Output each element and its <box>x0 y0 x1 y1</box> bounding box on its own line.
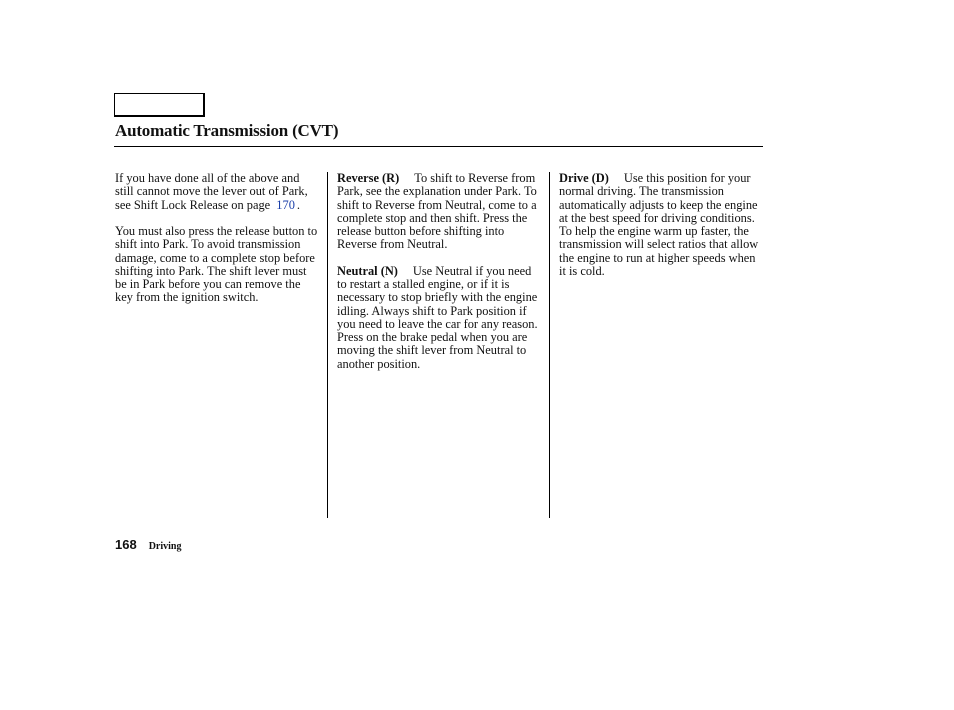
neutral-paragraph <box>337 265 543 371</box>
column-divider-2 <box>549 172 550 518</box>
page-title: Automatic Transmission (CVT) <box>115 121 339 140</box>
drive-paragraph <box>559 172 763 278</box>
page-170-link[interactable]: 170 <box>276 197 295 212</box>
neutral-heading: Neutral (N) <box>337 263 398 278</box>
column-divider-1 <box>327 172 328 518</box>
section-tab-box <box>114 93 205 117</box>
neutral-text: Use Neutral if you need to restart a stalled engine, or if it is necessary to stop briefly with the engine idling. Always shift to Park position if you need to leave the car for any reason. Press on the brake pedal when you are moving the shift lever from Neutral to another position. <box>337 263 538 371</box>
section-name: Driving <box>148 541 182 552</box>
column-3 <box>559 172 763 291</box>
drive-heading: Drive (D) <box>559 171 609 185</box>
shift-lock-paragraph <box>115 172 321 212</box>
page-footer <box>115 536 181 554</box>
drive-text: Use this position for your normal driving. The transmission automatically adjusts to keep the engine at the best speed for driving conditions. To help the engine warm up faster, the transmission will select ratios that allow the engine to run at higher speeds when it is cold. <box>559 171 759 278</box>
shift-lock-text: If you have done all of the above and still cannot move the lever out of Park, see Shift Lock Release on page <box>115 171 308 212</box>
column-1 <box>115 172 321 318</box>
page-number: 168 <box>115 537 137 552</box>
reverse-paragraph <box>337 172 543 252</box>
title-rule <box>114 146 763 147</box>
reverse-heading: Reverse (R) <box>337 171 400 185</box>
reverse-text: To shift to Reverse from Park, see the explanation under Park. To shift to Reverse from Neutral, come to a complete stop and then shift. Press the release button before shifting into Reverse from Neutral. <box>337 171 537 252</box>
column-2 <box>337 172 543 384</box>
release-button-paragraph: You must also press the release button to shift into Park. To avoid transmission damage, come to a complete stop before shifting into Park. The shift lever must be in Park before you can remove the key from the ignition switch. <box>115 224 318 305</box>
shift-lock-period: . <box>296 197 300 212</box>
